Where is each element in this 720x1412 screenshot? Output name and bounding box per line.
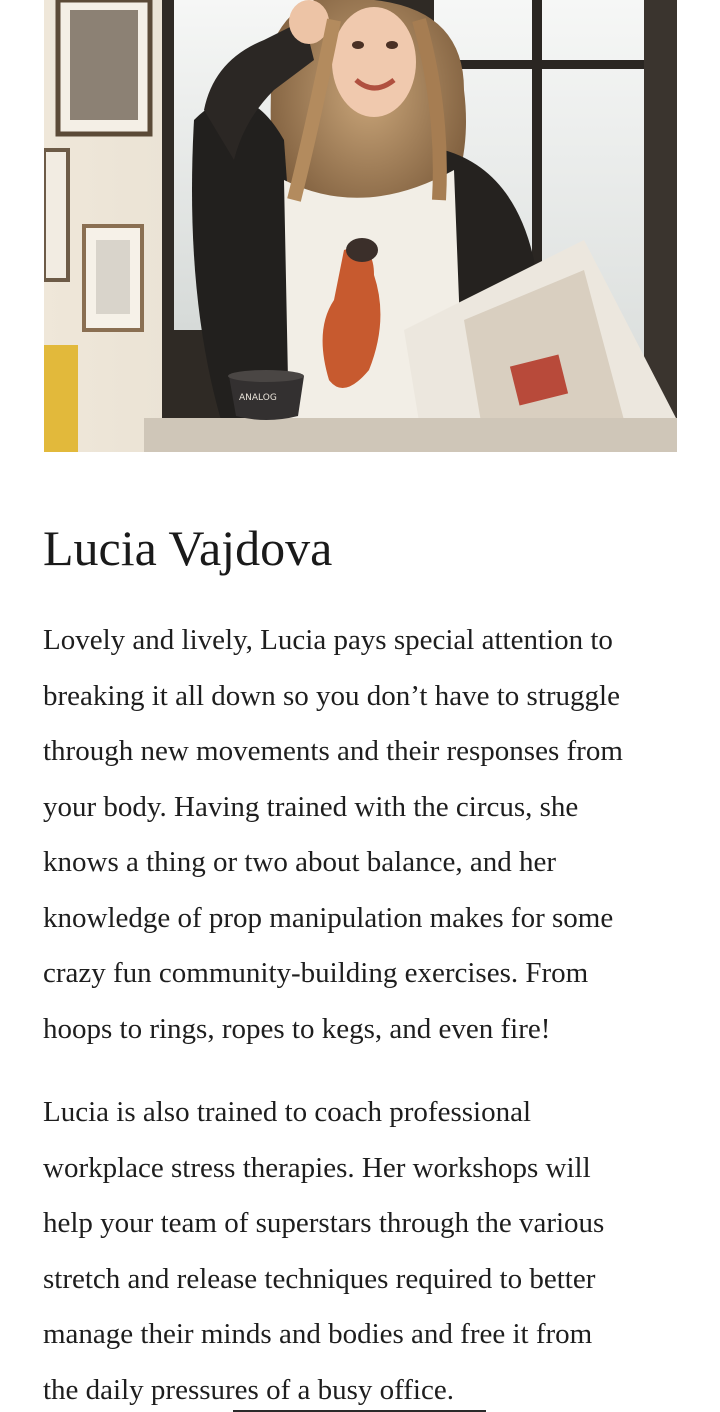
bio-line: breaking it all down so you don’t have to struggle bbox=[43, 679, 620, 712]
bio-line: manage their minds and bodies and free it from bbox=[43, 1318, 593, 1350]
mug-label: ANALOG bbox=[239, 393, 277, 403]
bio-line: workplace stress therapies. Her workshops will bbox=[43, 1151, 591, 1184]
bio-paragraph-1 bbox=[43, 613, 683, 1057]
bio-line: the daily pressures of a busy office. bbox=[43, 1373, 454, 1406]
bio-paragraph-2 bbox=[43, 1085, 683, 1412]
profile-name: Lucia Vajdova bbox=[43, 520, 333, 576]
bio-line: hoops to rings, ropes to kegs, and even fire! bbox=[43, 1012, 551, 1045]
bio-line: stretch and release techniques required to better bbox=[43, 1262, 596, 1295]
bio-line: Lovely and lively, Lucia pays special attention to bbox=[43, 624, 613, 656]
bio-line: your body. Having trained with the circus, she bbox=[43, 790, 579, 823]
bio-line: through new movements and their responses from bbox=[43, 735, 623, 767]
profile-photo bbox=[44, 0, 677, 452]
bio-line: knows a thing or two about balance, and her bbox=[43, 846, 556, 878]
bio-line: crazy fun community-building exercises. From bbox=[43, 957, 589, 989]
bio-line: help your team of superstars through the various bbox=[43, 1207, 605, 1239]
bio-line: Lucia is also trained to coach professional bbox=[43, 1096, 532, 1128]
portrait-photo-icon bbox=[44, 0, 677, 452]
bio-line: knowledge of prop manipulation makes for some bbox=[43, 901, 614, 934]
